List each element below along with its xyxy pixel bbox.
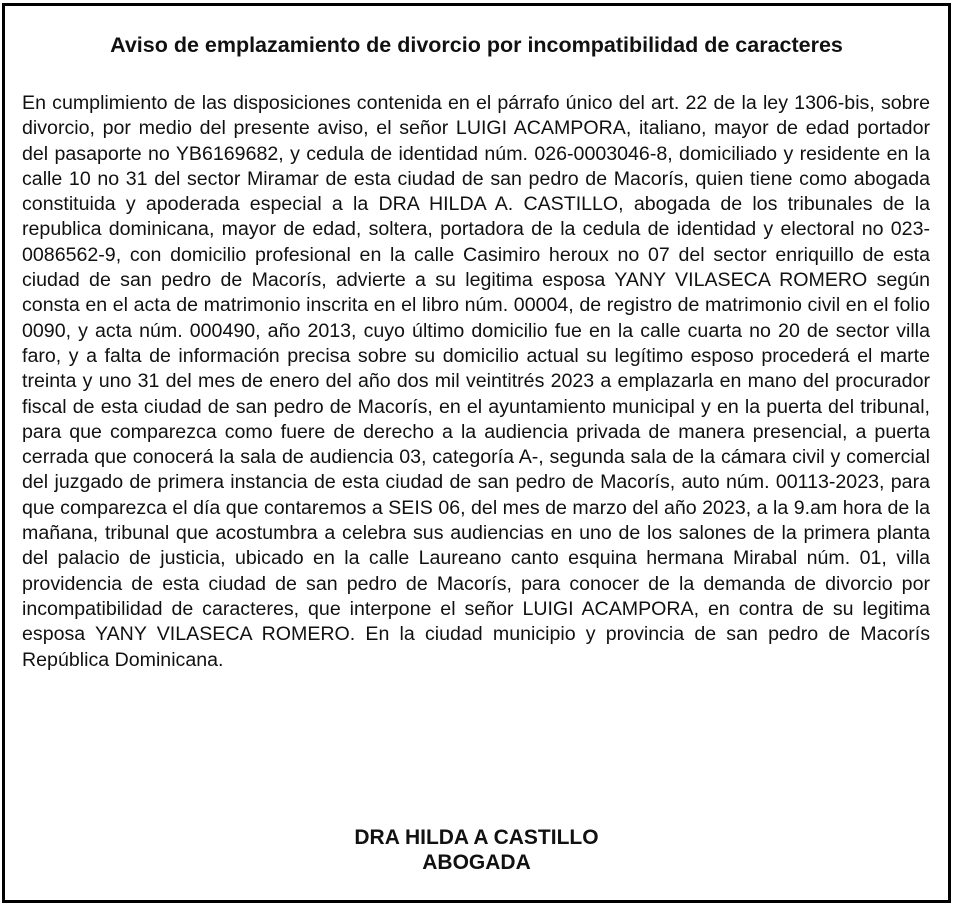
signature-name: DRA HILDA A CASTILLO (354, 826, 599, 849)
signature-title: ABOGADA (422, 851, 531, 874)
notice-body: En cumplimiento de las disposiciones contenida en el párrafo único del art. 22 de la ley 1306-bis, sobre divorcio, por medio del presente aviso, el señor LUIGI ACAMPORA, italiano, mayor de edad portador del pasaporte no YB6169682, y cedula de identidad núm. 026-0003046-8, domiciliado y residente en la calle 10 no 31 del sector Miramar de esta ciudad de san pedro de Macorís, quien tiene como abogada constituida y apoderada especial a la DRA HILDA A. CASTILLO, abogada de los tribunales de la republica dominicana, mayor de edad, soltera, portadora de la cedula de identidad y electoral no 023-0086562-9, con domicilio profesional en la calle Casimiro heroux no 07 del sector enriquillo de esta ciudad de san pedro de Macorís, advierte a su legitima esposa YANY VILASECA ROMERO según consta en el acta de matrimonio inscrita en el libro núm. 00004, de registro de matrimonio civil en el folio 0090, y acta núm. 000490, año 2013, cuyo último domicilio fue en la calle cuarta no 20 de sector villa faro, y a falta de información precisa sobre su domicilio actual su legítimo esposo procederá el marte treinta y uno 31 del mes de enero del año dos mil veintitrés 2023 a emplazarla en mano del procurador fiscal de esta ciudad de san pedro de Macorís, en el ayuntamiento municipal y en la puerta del tribunal, para que comparezca como fuere de derecho a la audiencia privada de manera presencial, a puerta cerrada que conocerá la sala de audiencia 03, categoría A-, segunda sala de la cámara civil y comercial del juzgado de primera instancia de esta ciudad de san pedro de Macorís, auto núm. 00113-2023, para que comparezca el día que contaremos a SEIS 06, del mes de marzo del año 2023, a la 9.am hora de la mañana, tribunal que acostumbra a celebra sus audiencias en uno de los salones de la primera planta del palacio de justicia, ubicado en la calle Laureano canto esquina hermana Mirabal núm. 01, villa providencia de esta ciudad de san pedro de Macorís, para conocer de la demanda de divorcio por incompatibilidad de caracteres, que interpone el señor LUIGI ACAMPORA, en contra de su legitima esposa YANY VILASECA ROMERO. En la ciudad municipio y provincia de san pedro de Macorís República Dominicana. (22, 92, 930, 671)
signature-block (5, 825, 948, 875)
notice-title: Aviso de emplazamiento de divorcio por incompatibilidad de caracteres (110, 33, 843, 57)
notice-frame (2, 3, 951, 903)
